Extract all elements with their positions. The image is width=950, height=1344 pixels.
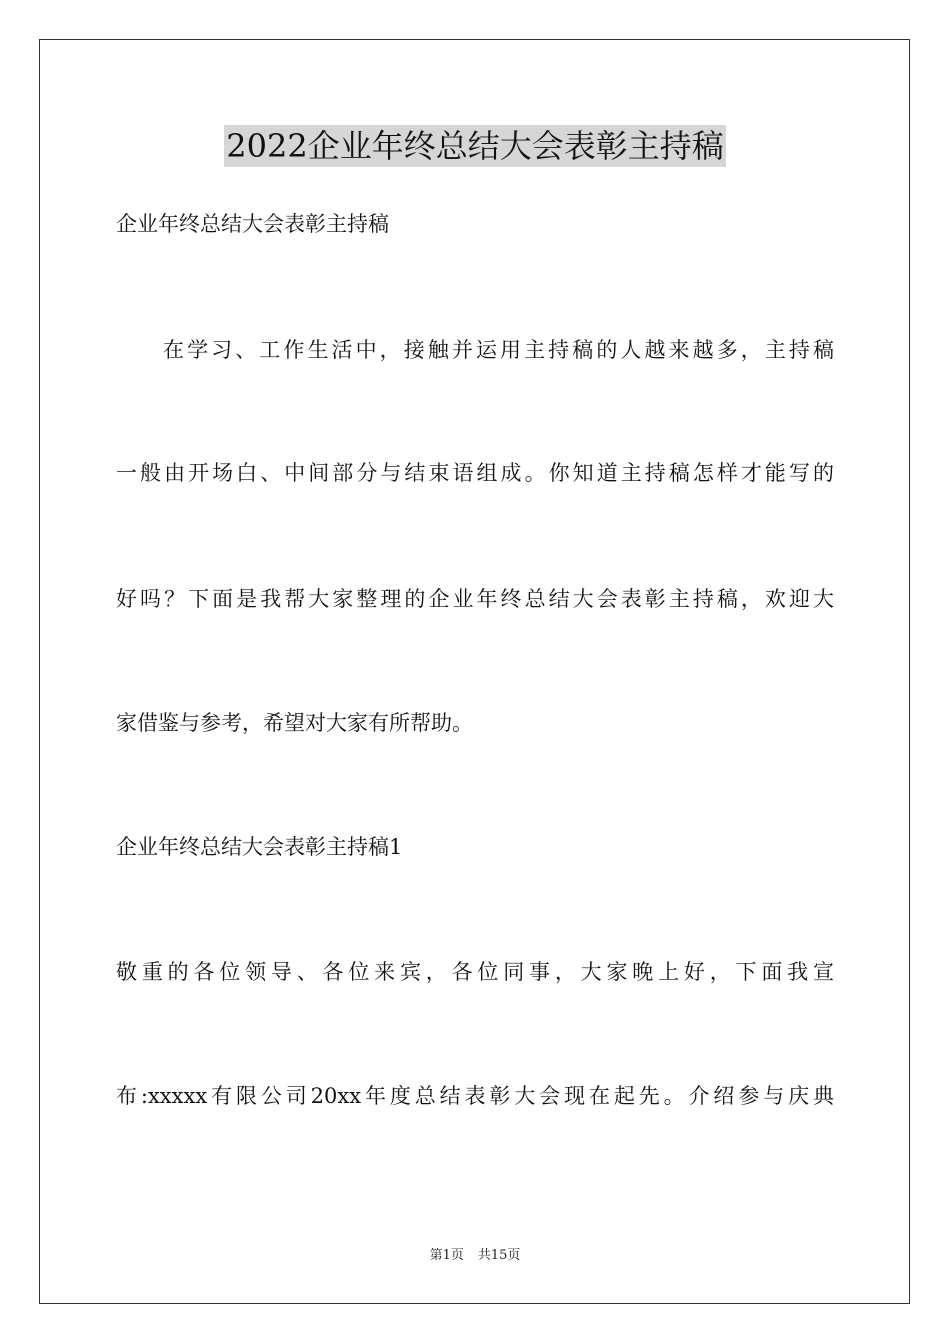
page-number-total: 共15页 xyxy=(477,1248,521,1263)
intro-line-4: 家借鉴与参考，希望对大家有所帮助。 xyxy=(116,711,473,735)
page-footer xyxy=(0,1247,950,1265)
document-subtitle: 企业年终总结大会表彰主持稿 xyxy=(116,212,389,236)
title-container xyxy=(0,125,950,167)
body-line-2: 布:xxxxx有限公司20xx年度总结表彰大会现在起先。介绍参与庆典 xyxy=(116,1084,834,1108)
section-heading: 企业年终总结大会表彰主持稿1 xyxy=(116,835,403,859)
body-line-1: 敬重的各位领导、各位来宾，各位同事，大家晚上好，下面我宣 xyxy=(116,960,834,984)
document-title: 2022企业年终总结大会表彰主持稿 xyxy=(226,127,724,165)
intro-line-1: 在学习、工作生活中，接触并运用主持稿的人越来越多，主持稿 xyxy=(163,338,834,362)
intro-line-3: 好吗？下面是我帮大家整理的企业年终总结大会表彰主持稿，欢迎大 xyxy=(116,587,834,611)
intro-line-2: 一般由开场白、中间部分与结束语组成。你知道主持稿怎样才能写的 xyxy=(116,461,834,485)
page-number-current: 第1页 xyxy=(429,1248,464,1263)
